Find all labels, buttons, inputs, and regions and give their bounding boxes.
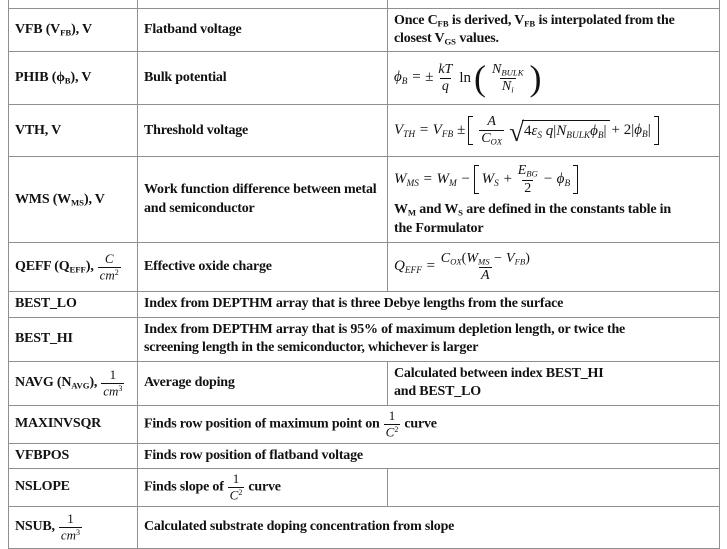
table-row-partial — [9, 0, 720, 8]
partial-cell-formula — [388, 0, 720, 8]
param-name-vfb: VFB (VFB), V — [9, 8, 138, 52]
right-bracket — [573, 165, 578, 194]
param-description-vth: Threshold voltage — [138, 105, 388, 157]
param-name-vfbpos: VFBPOS — [9, 443, 138, 468]
fraction-kT-q: $\frac{kT}{q}$ — [438, 62, 453, 94]
left-bracket — [468, 116, 473, 145]
param-name-best-hi: BEST_HI — [9, 317, 138, 361]
square-root: √ 4εS q|NBULKϕB| — [509, 120, 609, 142]
wms-note: WM and WS are defined in the constants table in the Formulator — [394, 202, 671, 236]
param-formula-nslope-empty — [388, 469, 720, 507]
radical-sign: √ — [509, 117, 524, 148]
param-description-phib: Bulk potential — [138, 52, 388, 105]
fraction-c-cm2: $\frac{C}{cm^2}$ — [99, 251, 119, 283]
table-row-maxinvsqr — [9, 405, 720, 443]
phib-formula: ϕB = ± $\frac{kT}{q}$ ln ( $\frac{\text{NBULK}}{Ni}$ ) — [394, 58, 542, 99]
param-description-nsub: Calculated substrate doping concentration from slope — [138, 506, 720, 548]
param-description-nslope: Finds slope of $\frac{1}{C^2}$ curve — [138, 469, 388, 507]
wms-formula: WMS = WM − WS + $\frac{\text{EBG}}{2}$ − ϕB — [394, 163, 713, 196]
param-name-phib: PHIB (ϕB), V — [9, 52, 138, 105]
table-row-best-hi — [9, 317, 720, 361]
table-row-nsub — [9, 506, 720, 548]
fraction-a-cox: $\frac{A}{\text{COX}}$ — [481, 114, 503, 147]
param-formula-qeff — [388, 243, 720, 292]
right-bracket — [654, 116, 659, 145]
table-row-nslope — [9, 469, 720, 507]
cv-parameters-table — [8, 0, 720, 549]
param-description-vfbpos: Finds row position of flatband voltage — [138, 443, 720, 468]
partial-cell-name — [9, 0, 138, 8]
param-name-navg: NAVG (NAVG), $\frac{1}{cm^3}$ — [9, 361, 138, 405]
param-description-maxinvsqr: Finds row position of maximum point on $\frac{1}{C^2}$ curve — [138, 405, 720, 443]
partial-cell-description — [138, 0, 388, 8]
param-description-navg: Average doping — [138, 361, 388, 405]
param-description-wms: Work function difference between metal and semiconductor — [138, 157, 388, 243]
param-description-best-lo: Index from DEPTHM array that is three Debye lengths from the surface — [138, 292, 720, 317]
param-formula-phib — [388, 52, 720, 105]
table-row-vth — [9, 105, 720, 157]
param-name-nsub: NSUB, $\frac{1}{cm^3}$ — [9, 506, 138, 548]
fraction-ebg-2: $\frac{\text{EBG}}{2}$ — [517, 163, 538, 196]
fraction-1-cm3: $\frac{1}{cm^3}$ — [103, 367, 123, 399]
fraction-cox-a: $\frac{\text{COX(WMS − VFB)}}{A}$ — [440, 250, 530, 284]
table-row-best-lo — [9, 292, 720, 317]
param-formula-wms — [388, 157, 720, 243]
fraction-1-cm3: $\frac{1}{cm^3}$ — [60, 511, 81, 542]
param-description-vfb: Flatband voltage — [138, 8, 388, 52]
param-note-navg: Calculated between index BEST_HI and BEST_LO — [388, 361, 720, 405]
param-name-best-lo: BEST_LO — [9, 292, 138, 317]
param-description-qeff: Effective oxide charge — [138, 243, 388, 292]
fraction-1-c2: $\frac{1}{C^2}$ — [229, 471, 243, 503]
table-row-phib — [9, 52, 720, 105]
param-name-nslope: NSLOPE — [9, 469, 138, 507]
param-name-qeff: QEFF (QEFF), $\frac{C}{cm^2}$ — [9, 243, 138, 292]
vth-formula: VTH = VFB ± $\frac{A}{\text{COX}}$ √ 4εS q|NBULKϕB| + 2|ϕB| — [394, 114, 713, 147]
table-row-qeff — [9, 243, 720, 292]
param-name-vth: VTH, V — [9, 105, 138, 157]
param-name-maxinvsqr: MAXINVSQR — [9, 405, 138, 443]
param-note-vfb: Once CFB is derived, VFB is interpolated from the closest VGS values. — [388, 8, 720, 52]
right-paren: ) — [529, 58, 542, 99]
param-name-wms: WMS (WMS), V — [9, 157, 138, 243]
fraction-nbulk-ni: $\frac{\text{NBULK}}{Ni}$ — [491, 61, 524, 95]
table-row-wms — [9, 157, 720, 243]
table-row-vfbpos — [9, 443, 720, 468]
qeff-formula: QEFF = $\frac{\text{COX(WMS − VFB)}}{A}$ — [394, 250, 530, 284]
left-paren: ( — [473, 58, 486, 99]
table-row-navg — [9, 361, 720, 405]
fraction-1-c2: $\frac{1}{C^2}$ — [385, 408, 399, 439]
table-row-vfb — [9, 8, 720, 52]
left-bracket — [474, 165, 479, 194]
param-formula-vth — [388, 105, 720, 157]
param-description-best-hi: Index from DEPTHM array that is 95% of maximum depletion length, or twice the screening length in the semiconductor, whichever is larger — [138, 317, 720, 361]
